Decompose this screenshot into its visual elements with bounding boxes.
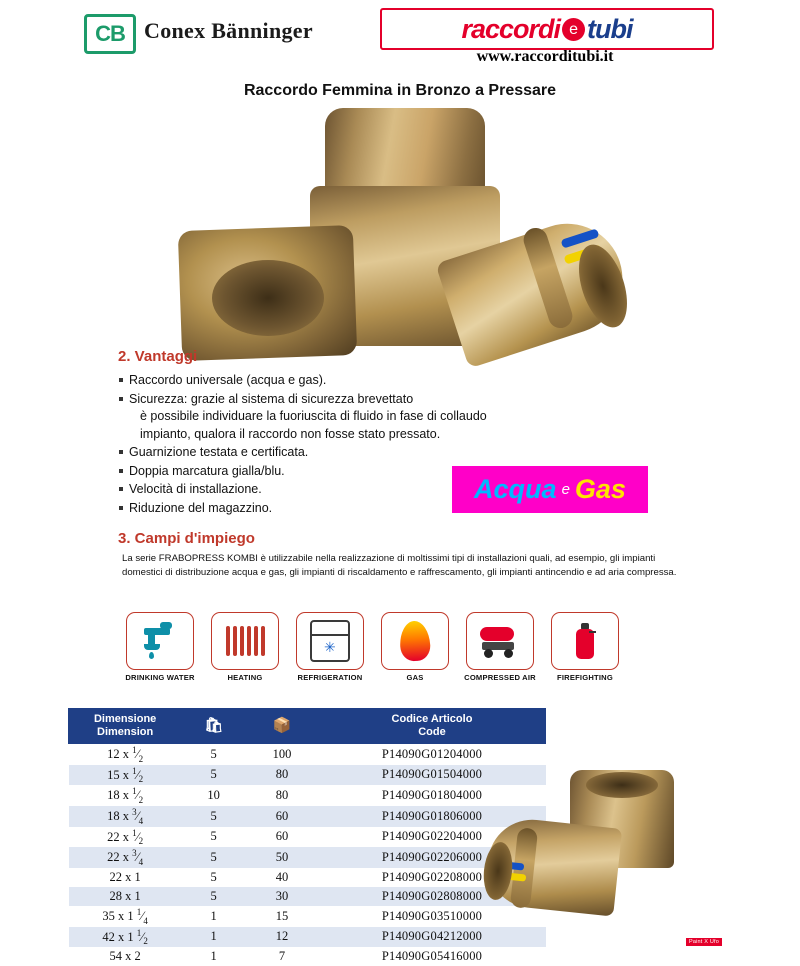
application-label: HEATING [227,673,262,682]
flame-icon [399,620,431,662]
raccorditubi-word2: tubi [587,14,632,45]
application-item-compressed-air [462,612,538,700]
cell-box: 60 [246,806,319,827]
advantage-text: Guarnizione testata e certificata. [129,445,308,459]
cell-code: P14090G03510000 [318,906,545,927]
badge-acqua-label: Acqua [474,474,557,505]
column-header-bag [182,709,246,744]
icon-frame [466,612,534,670]
application-item-drinking-water [122,612,198,700]
column-header-code-it: Codice Articolo [321,713,543,726]
table-row [69,744,546,765]
cell-box: 80 [246,765,319,786]
fire-extinguisher-icon [574,621,596,661]
table-row [69,785,546,806]
table-header [69,709,546,744]
column-header-dimension-it: Dimensione [71,713,179,726]
cell-bag: 1 [182,906,246,927]
cell-box: 60 [246,827,319,848]
product-table [68,708,546,966]
advantage-text: Sicurezza: grazie al sistema di sicurezza brevettato [129,392,413,406]
cell-box: 7 [246,947,319,966]
column-header-box [246,709,319,744]
cell-box: 100 [246,744,319,765]
list-item [118,391,588,444]
cell-dimension: 18 x 1⁄2 [69,785,182,806]
page-header [0,0,800,70]
acqua-e-gas-badge [452,466,648,513]
application-label: GAS [406,673,423,682]
section-2-heading: 2. Vantaggi [118,348,197,365]
cell-code: P14090G05416000 [318,947,545,966]
application-icons [122,612,660,700]
application-label: FIREFIGHTING [557,673,613,682]
cell-dimension: 54 x 2 [69,947,182,966]
advantage-text: Raccordo universale (acqua e gas). [129,373,326,387]
distributor-url[interactable]: www.raccorditubi.it [380,48,710,66]
cell-bag: 5 [182,827,246,848]
cell-bag: 5 [182,765,246,786]
application-label: DRINKING WATER [125,673,194,682]
cell-code: P14090G01804000 [318,785,545,806]
table-row [69,927,546,948]
conex-banninger-brand-name: Conex Bänninger [144,18,313,44]
cell-dimension: 15 x 1⁄2 [69,765,182,786]
watermark: Paint X Ufo [686,938,722,946]
bag-icon: 🛍 [204,717,223,734]
application-item-firefighting [547,612,623,700]
cell-dimension: 22 x 3⁄4 [69,847,182,868]
cell-code: P14090G02204000 [318,827,545,848]
table-body [69,744,546,966]
advantage-text: Riduzione del magazzino. [129,501,272,515]
advantage-text: Doppia marcatura gialla/blu. [129,464,285,478]
cell-bag: 5 [182,744,246,765]
refrigerator-icon: ✳ [310,620,350,662]
section-3-heading: 3. Campi d'impiego [118,530,255,547]
column-header-dimension [69,709,182,744]
cell-code: P14090G02206000 [318,847,545,868]
cell-dimension: 35 x 1 1⁄4 [69,906,182,927]
column-header-dimension-en: Dimension [71,726,179,739]
list-item [118,372,588,390]
female-thread-bore-2 [586,772,658,798]
application-item-gas [377,612,453,700]
cell-box: 30 [246,887,319,906]
table-row [69,847,546,868]
cell-code: P14090G02808000 [318,887,545,906]
cell-code: P14090G04212000 [318,927,545,948]
raccorditubi-circle-e: e [562,18,585,41]
cell-box: 12 [246,927,319,948]
box-icon: 📦 [273,717,292,734]
cell-bag: 1 [182,947,246,966]
table-row [69,906,546,927]
cell-box: 80 [246,785,319,806]
cell-bag: 10 [182,785,246,806]
cell-code: P14090G01204000 [318,744,545,765]
application-item-heating [207,612,283,700]
page-title: Raccordo Femmina in Bronzo a Pressare [0,82,800,100]
cell-bag: 5 [182,868,246,887]
cell-dimension: 22 x 1⁄2 [69,827,182,848]
list-item [118,444,588,462]
table-row [69,827,546,848]
cell-dimension: 22 x 1 [69,868,182,887]
product-photo-secondary [478,770,698,930]
icon-frame [211,612,279,670]
icon-frame [126,612,194,670]
badge-gas-label: Gas [575,474,626,505]
cell-code: P14090G02208000 [318,868,545,887]
raccorditubi-word1: raccordi [461,14,560,45]
table-header-row [69,709,546,744]
column-header-code-en: Code [321,726,543,739]
cell-box: 15 [246,906,319,927]
cell-dimension: 28 x 1 [69,887,182,906]
cell-box: 50 [246,847,319,868]
application-label: REFRIGERATION [298,673,363,682]
cell-dimension: 18 x 3⁄4 [69,806,182,827]
cell-box: 40 [246,868,319,887]
advantage-subline: è possibile individuare la fuoriuscita di fluido in fase di collaudo [129,408,588,426]
section-3-paragraph: La serie FRABOPRESS KOMBI è utilizzabile nella realizzazione di moltissimi tipi di installazioni quali, ad esempio, gli impianti domestici di distribuzione acqua e gas, gli impianti di riscaldamento e raffrescamento, gli impianti antincendio e ad aria compressa. [122,552,682,579]
column-header-code [318,709,545,744]
table-row [69,887,546,906]
badge-e-label: e [562,481,570,498]
table-row [69,947,546,966]
icon-frame [381,612,449,670]
advantage-text: Velocità di installazione. [129,482,262,496]
icon-frame [551,612,619,670]
cell-dimension: 42 x 1 1⁄2 [69,927,182,948]
product-photo-main [150,108,620,333]
icon-frame [296,612,364,670]
table-row [69,868,546,887]
radiator-icon [225,624,265,658]
raccorditubi-logo [380,8,714,50]
compressor-icon [476,623,524,659]
female-thread-bore [212,260,324,336]
application-label: COMPRESSED AIR [464,673,536,682]
cell-bag: 5 [182,847,246,868]
cell-bag: 5 [182,806,246,827]
cell-dimension: 12 x 1⁄2 [69,744,182,765]
advantage-subline: impianto, qualora il raccordo non fosse stato pressato. [129,426,588,444]
table-row [69,765,546,786]
cell-bag: 5 [182,887,246,906]
cell-code: P14090G01504000 [318,765,545,786]
conex-banninger-logo: CB [84,14,136,54]
tap-icon [138,622,182,660]
application-item-refrigeration [292,612,368,700]
table-row [69,806,546,827]
cell-bag: 1 [182,927,246,948]
cell-code: P14090G01806000 [318,806,545,827]
